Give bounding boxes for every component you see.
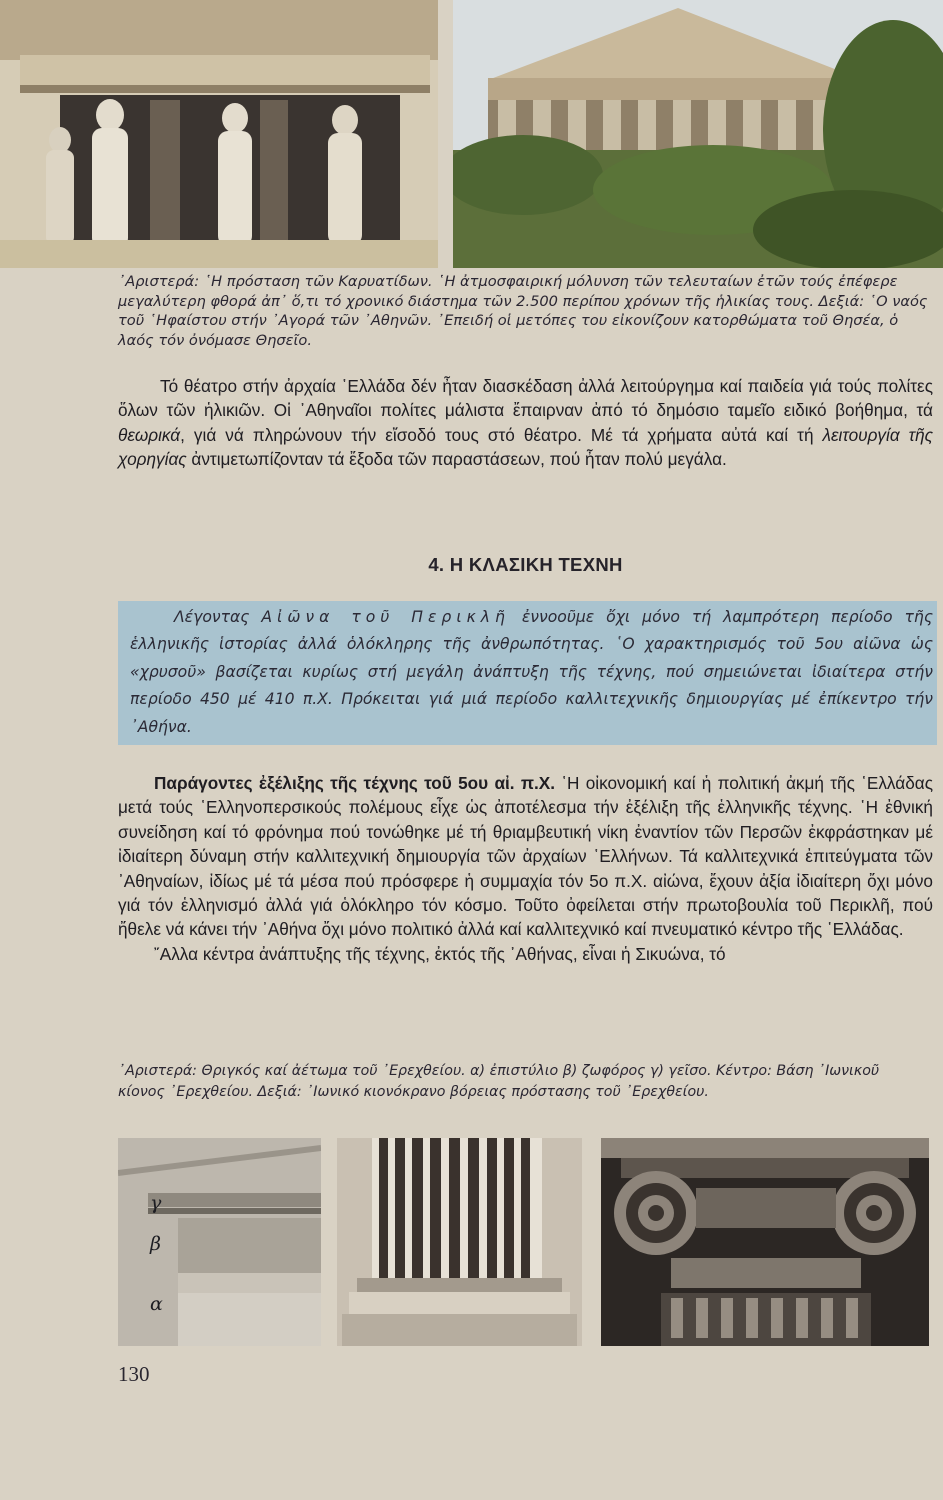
ionic-capital-photo (601, 1138, 929, 1346)
label-alpha: α (150, 1293, 163, 1315)
theatre-text-3: ἀντιμετωπίζονταν τά ἔξοδα τῶν παραστάσεων, πού ἦταν πολύ μεγάλα. (186, 449, 727, 470)
theatre-text-1: Τό θέατρο στήν ἀρχαία ῾Ελλάδα δέν ἦταν διασκέδαση ἀλλά λειτούργημα καί παιδεία γιά τούς πολίτες ὅλων τῶν ἡλικιῶν. Οἱ ᾿Αθηναῖοι πολίτες μάλιστα ἔπαιρναν ἀπό τό δημόσιο ταμεῖο ειδικό βοήθημα, τά (118, 376, 933, 421)
bottom-photos-caption: ᾿Αριστερά: Θριγκός καί ἀέτωμα τοῦ ᾿Ερεχθείου. α) ἐπιστύλιο β) ζωφόρος γ) γεῖσο. Κέντρο: Βάση ᾿Ιωνικοῦ κίονος ᾿Ερεχθείου. Δεξιά: ᾿Ιωνικό κιονόκρανο βόρειας πρόστασης τοῦ ᾿Ερεχθείου. (118, 1063, 880, 1101)
ionic-column-base-photo (337, 1138, 582, 1346)
factors-body: ῾Η οἰκονομική καί ἡ πολιτική ἀκμή τῆς ῾Ελλάδας μετά τούς ῾Ελληνοπερσικούς πολέμους εἶχε ὡς ἀποτέλεσμα τήν ἐξέλιξη τῆς ἑλληνικῆς τέχνης. ῾Η ἐθνική συνείδηση καί τό φρόνημα πού τονώθηκε μέ τή θριαμβευτική νίκη ἐναντίον τῶν Περσῶν ἐκφράστηκαν μέ ἰδιαίτερη δύναμη στήν καλλιτεχνική δημιουργία τῶν ἀρχαίων ῾Ελλήνων. Τά καλλιτεχνικά ἐπιτεύγματα τῶν ᾿Αθηναίων, ἰδίως μέ τά μέσα πού πρόσφερε ἡ συμμαχία τόν 5ο π.Χ. αἰώνα, ἔχουν ἀξία ἰδιαίτερη ὄχι μόνο γιά τόν ἑλληνισμό ἀλλά γιά ὁλόκληρο τόν κόσμο. Τοῦτο ὀφείλεται στήν πρωτοβουλία τοῦ Περικλῆ, πού ἤθελε νά κάνει τήν ᾿Αθήνα ὄχι μόνο πολιτικό ἀλλά καί καλλιτεχνικό καί πνευματικό κέντρο τῆς ῾Ελλάδας. (118, 773, 933, 940)
theatre-text-2: , γιά νά πληρώνουν τήν εἴσοδό τους στό θέατρο. Μέ τά χρήματα αὐτά καί τή (180, 424, 823, 445)
theatre-italic-choregia: λειτουργία τῆς χορηγίας (118, 424, 933, 470)
top-photos-caption: ᾿Αριστερά: ῾Η πρόσταση τῶν Καρυατίδων. ῾Η ἀτμοσφαιρική μόλυνση τῶν τελευταίων ἐτῶν τούς ἐπέφερε μεγαλύτερη φθορά ἀπ᾿ ὅ,τι τό χρονικό διάστημα τῶν 2.500 περίπου χρόνων τῆς ἡλικίας τους. Δεξιά: ῾Ο ναός τοῦ ῾Ηφαίστου στήν ᾿Αγορά τῶν ᾿Αθηνῶν. ᾿Επειδή οἱ μετόπες του εἰκονίζουν κατορθώματα τοῦ Θησέα, ὁ λαός τόν ὀνόμασε Θησεῖο. (118, 273, 928, 349)
label-gamma: γ (150, 1192, 162, 1214)
highlight-rest: ἐννοοῦμε ὄχι μόνο τή λαμπρότερη περίοδο τῆς ἑλληνικῆς ἱστορίας ἀλλά ὁλόκληρης τῆς ἀνθρωπότητας. ῾Ο χαρακτηρισμός τοῦ 5ου αἰῶνα ὡς «χρυσοῦ» βασίζεται κυρίως στή μεγάλη ἀνάπτυξη τῆς τέχνης, πού σημειώνεται ἰδιαίτερα στήν περίοδο 450 μέ 410 π.Χ. Πρόκειται γιά μιά περίοδο καλλιτεχνικῆς δημιουργίας μέ ἐπίκεντρο τήν ᾿Αθήνα. (130, 608, 933, 736)
entablature-photo (118, 1138, 321, 1346)
highlight-prefix: Λέγοντας (174, 608, 262, 626)
factors-lead: Παράγοντες ἐξέλιξης τῆς τέχνης τοῦ 5ου αἰ. π.Χ. (154, 773, 556, 793)
factors-continuation: ῎Αλλα κέντρα ἀνάπτυξης τῆς τέχνης, ἐκτός τῆς ᾿Αθήνας, εἶναι ἡ Σικυώνα, τό (154, 943, 726, 964)
factors-paragraph (118, 771, 933, 966)
theatre-paragraph (118, 374, 933, 472)
section-title: 4. Η ΚΛΑΣΙΚΗ ΤΕΧΝΗ (428, 554, 623, 575)
hephaestus-temple-photo (453, 0, 943, 268)
caryatids-porch-photo (0, 0, 438, 268)
page-number: 130 (118, 1362, 150, 1386)
label-beta: β (150, 1233, 161, 1255)
highlight-spaced-term: Αἰῶνα τοῦ Περικλῆ (261, 608, 510, 626)
theatre-italic-theorika: θεωρικά (118, 424, 181, 445)
highlight-text (130, 604, 933, 741)
